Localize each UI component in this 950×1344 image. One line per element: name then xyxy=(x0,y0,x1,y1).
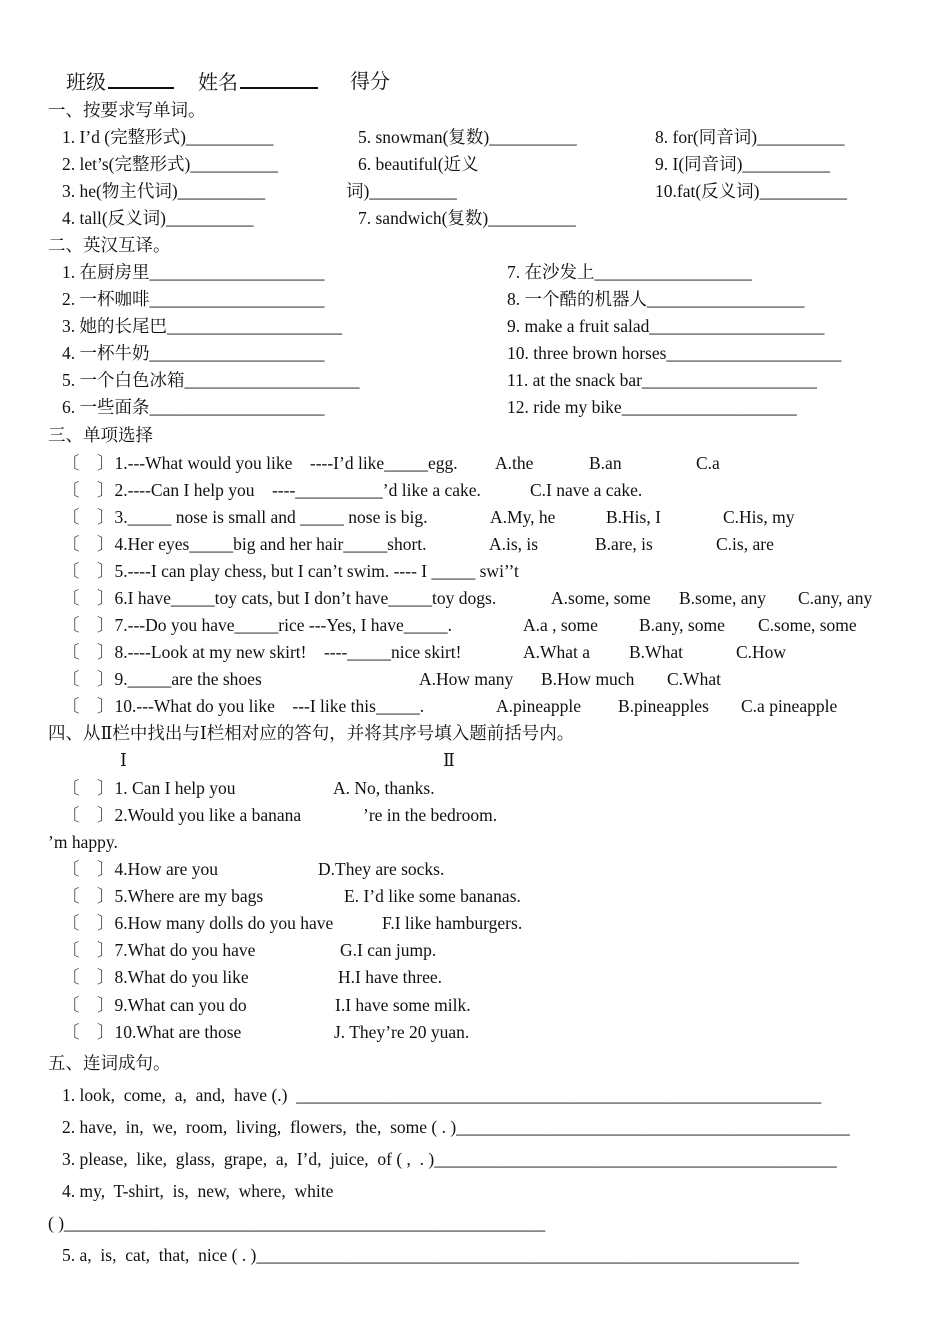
mc-question: 〔 〕7.---Do you have_____rice ---Yes, I have_____. xyxy=(62,615,452,635)
s2-item: 6. 一些面条____________________ xyxy=(62,397,325,417)
match-question: 〔 〕9.What can you do xyxy=(62,995,247,1015)
class-label: 班级 xyxy=(66,72,106,94)
mc-question: 〔 〕9._____are the shoes xyxy=(62,669,262,689)
match-answer: D.They are socks. xyxy=(318,859,445,879)
mc-question: 〔 〕10.---What do you like ---I like this_____. xyxy=(62,696,425,716)
mc-option-b: B.What xyxy=(629,642,683,662)
mc-option-b: B.pineapples xyxy=(618,696,709,716)
mc-option-c: C.What xyxy=(667,669,721,689)
match-question: 〔 〕8.What do you like xyxy=(62,967,249,987)
match-question: 〔 〕6.How many dolls do you have xyxy=(62,913,334,933)
mc-option-a: A.What a xyxy=(523,642,591,662)
mc-option-a: C.I nave a cake. xyxy=(530,480,643,500)
s1-item: 8. for(同音词)__________ xyxy=(655,127,845,147)
s2-item: 1. 在厨房里____________________ xyxy=(62,262,325,282)
s1-item: 3. he(物主代词)__________ xyxy=(62,181,266,201)
match-question: 〔 〕1. Can I help you xyxy=(62,778,236,798)
mc-question: 〔 〕4.Her eyes_____big and her hair_____short. xyxy=(62,534,427,554)
sentence-item: 4. my, T-shirt, is, new, where, white xyxy=(62,1181,334,1201)
match-answer: A. No, thanks. xyxy=(333,778,435,798)
mc-option-a: A.some, some xyxy=(551,588,651,608)
s1-item: 2. let’s(完整形式)__________ xyxy=(62,154,278,174)
match-answer: E. I’d like some bananas. xyxy=(344,886,521,906)
mc-question: 〔 〕5.----I can play chess, but I can’t swim. ---- I _____ swi’’t xyxy=(62,561,519,581)
mc-option-c: C.His, my xyxy=(723,507,795,527)
mc-option-c: C.How xyxy=(736,642,787,662)
s1-item: 5. snowman(复数)__________ xyxy=(358,127,577,147)
s2-item: 3. 她的长尾巴____________________ xyxy=(62,316,342,336)
mc-question: 〔 〕3._____ nose is small and _____ nose is big. xyxy=(62,507,428,527)
match-answer: H.I have three. xyxy=(338,967,442,987)
sentence-item: 3. please, like, glass, grape, a, I’d, juice, of ( , . )______________________________________________ xyxy=(62,1149,837,1169)
mc-option-b: B.His, I xyxy=(606,507,661,527)
mc-question: 〔 〕2.----Can I help you ----__________’d like a cake. xyxy=(62,480,481,500)
section5-title: 五、连词成句。 xyxy=(48,1053,171,1073)
match-answer: J. They’re 20 yuan. xyxy=(334,1022,470,1042)
name-field[interactable] xyxy=(198,71,318,94)
s2-item: 4. 一杯牛奶____________________ xyxy=(62,343,325,363)
mc-option-b: B.an xyxy=(589,453,622,473)
mc-question: 〔 〕8.----Look at my new skirt! ----_____nice skirt! xyxy=(62,642,462,662)
match-answer: I.I have some milk. xyxy=(335,995,471,1015)
s2-item: 11. at the snack bar____________________ xyxy=(507,370,817,390)
sentence-answer-line: ( )_______________________________________________________ xyxy=(48,1213,546,1233)
mc-option-a: A.pineapple xyxy=(496,696,582,716)
mc-option-c: C.a xyxy=(696,453,720,473)
s1-item: 7. sandwich(复数)__________ xyxy=(358,208,576,228)
match-question: 〔 〕7.What do you have xyxy=(62,940,256,960)
match-question: 〔 〕4.How are you xyxy=(62,859,219,879)
match-answer: G.I can jump. xyxy=(340,940,437,960)
mc-option-a: A.My, he xyxy=(490,507,556,527)
mc-question: 〔 〕1.---What would you like ----I’d like_____egg. xyxy=(62,453,458,473)
mc-option-c: C.a pineapple xyxy=(741,696,838,716)
s2-item: 12. ride my bike____________________ xyxy=(507,397,797,417)
s2-item: 10. three brown horses____________________ xyxy=(507,343,842,363)
match-question: 〔 〕10.What are those xyxy=(62,1022,242,1042)
mc-option-a: A.a , some xyxy=(523,615,598,635)
sentence-item: 1. look, come, a, and, have (.) ____________________________________________________________ xyxy=(62,1085,822,1105)
mc-option-c: C.some, some xyxy=(758,615,857,635)
section3-title: 三、单项选择 xyxy=(48,425,153,445)
section2-title: 二、英汉互译。 xyxy=(48,235,171,255)
section4-title: 四、从Ⅱ栏中找出与Ⅰ栏相对应的答句，并将其序号填入题前括号内。 xyxy=(48,723,575,743)
section1-title: 一、按要求写单词。 xyxy=(48,100,206,120)
mc-option-c: C.any, any xyxy=(798,588,873,608)
mc-option-b: B.some, any xyxy=(679,588,767,608)
match-question: 〔 〕5.Where are my bags xyxy=(62,886,264,906)
match-answer: ’re in the bedroom. xyxy=(363,805,498,825)
s2-item: 5. 一个白色冰箱____________________ xyxy=(62,370,360,390)
s1-item: 词)__________ xyxy=(346,181,457,201)
mc-option-c: C.is, are xyxy=(716,534,774,554)
s1-item: 4. tall(反义词)__________ xyxy=(62,208,254,228)
match-question: ’m happy. xyxy=(48,832,118,852)
s2-item: 8. 一个酷的机器人__________________ xyxy=(507,289,805,309)
column-ii-heading: Ⅱ xyxy=(443,750,455,770)
s1-item: 9. I(同音词)__________ xyxy=(655,154,830,174)
s1-item: 6. beautiful(近义 xyxy=(358,154,479,174)
s2-item: 2. 一杯咖啡____________________ xyxy=(62,289,325,309)
column-i-heading: Ⅰ xyxy=(120,750,127,770)
sentence-item: 5. a, is, cat, that, nice ( . )______________________________________________________________ xyxy=(62,1245,799,1265)
s2-item: 9. make a fruit salad____________________ xyxy=(507,316,825,336)
name-label: 姓名 xyxy=(198,72,238,94)
mc-option-a: A.the xyxy=(495,453,534,473)
s1-item: 10.fat(反义词)__________ xyxy=(655,181,847,201)
mc-question: 〔 〕6.I have_____toy cats, but I don’t have_____toy dogs. xyxy=(62,588,497,608)
s1-item: 1. I’d (完整形式)__________ xyxy=(62,127,274,147)
mc-option-b: B.are, is xyxy=(595,534,653,554)
score-label: 得分 xyxy=(350,71,390,93)
class-field[interactable] xyxy=(66,71,174,94)
mc-option-a: A.is, is xyxy=(489,534,539,554)
s2-item: 7. 在沙发上__________________ xyxy=(507,262,752,282)
mc-option-b: B.How much xyxy=(541,669,635,689)
mc-option-b: B.any, some xyxy=(639,615,725,635)
sentence-item: 2. have, in, we, room, living, flowers, the, some ( . )_____________________________________________ xyxy=(62,1117,850,1137)
mc-option-a: A.How many xyxy=(419,669,514,689)
match-answer: F.I like hamburgers. xyxy=(382,913,523,933)
match-question: 〔 〕2.Would you like a banana xyxy=(62,805,302,825)
